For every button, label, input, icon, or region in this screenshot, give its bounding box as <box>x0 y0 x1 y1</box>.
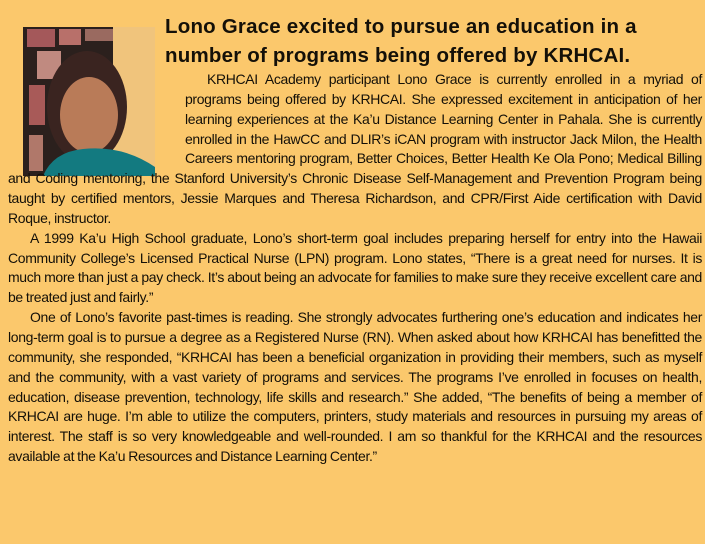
article-title: Lono Grace excited to pursue an education in a number of programs being offered by KRHCAI. <box>165 15 637 67</box>
article-body <box>8 70 702 467</box>
paragraph-3: One of Lono’s favorite past-times is reading. She strongly advocates furthering one’s education and indicates her long-term goal is to pursue a degree as a Registered Nurse (RN). When asked about how KRHCAI has benefitted the community, she responded, “KRHCAI has been a beneficial organization in providing their members, such as myself and the community, with a vast variety of programs and services. The programs I’ve enrolled in focuses on health, education, disease prevention, technology, life skills and research.” She added, “The benefits of being a member of KRHCAI are huge. I’m able to utilize the computers, printers, study materials and resources in pursuing my areas of interest. The staff is so very knowledgeable and well-rounded. I am so thankful for the KRHCAI and the resources available at the Ka’u Resources and Distance Learning Center.” <box>8 309 702 465</box>
paragraph-1-text: KRHCAI Academy participant Lono Grace is currently enrolled in a myriad of programs being offered by KRHCAI. She expressed excitement in anticipation of her learning experiences at the Ka’u Distance Learning Center in Pahala. She is currently enrolled in the HawCC and DLIR’s iCAN program with instructor Jack Milon, the Health Careers mentoring program, Better Choices, Better Health Ke Ola Pono; Medical Billing and Coding mentoring, the Stanford University’s Chronic Disease Self-Management and Prevention Program being taught by certified mentors, Jessie Marques and Theresa Richardson, and CPR/First Aide certification with David Roque, instructor. <box>8 71 702 226</box>
photo-spacer <box>8 70 185 169</box>
paragraph-2: A 1999 Ka’u High School graduate, Lono’s short-term goal includes preparing herself for entry into the Hawaii Community College’s Licensed Practical Nurse (LPN) program. Lono states, “There is a great need for nurses. It is much more than just a pay check. It’s about being an advocate for families to make sure they receive excellent care and be treated just and fairly.” <box>8 229 702 306</box>
